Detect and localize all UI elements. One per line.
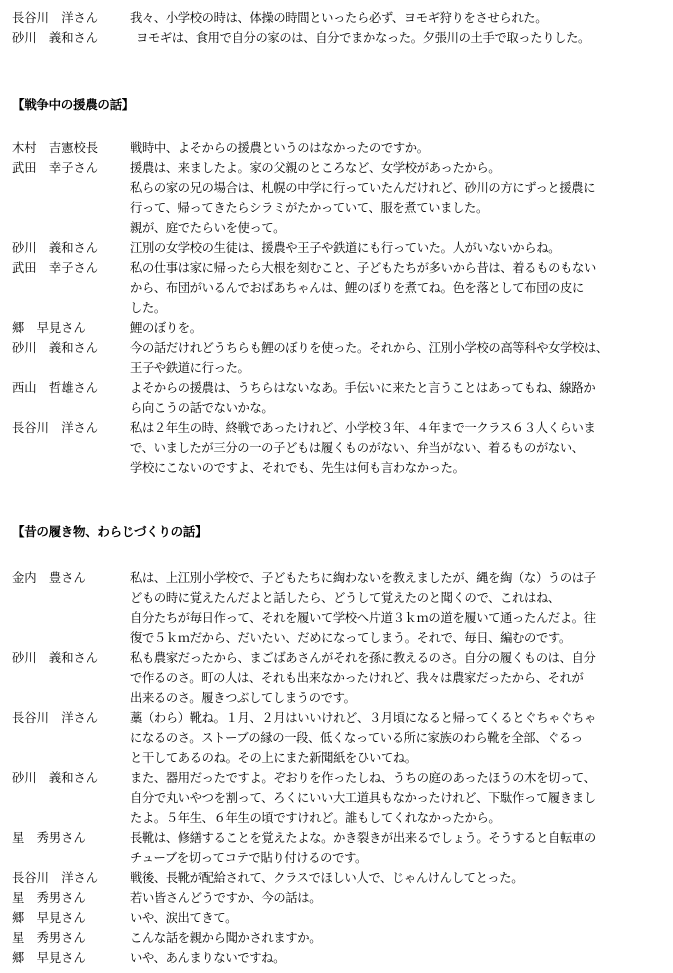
remark-line: 今の話だけれどうちらも鯉のぼりを使った。それから、江別小学校の高等科や女学校は、 [130,341,608,355]
remark-line: 援農は、来ましたよ。家の父親のところなど、女学校があったから。 [130,161,501,175]
speaker-name: 砂川 義和さん [12,771,99,785]
remark [130,158,658,238]
remark [130,338,658,378]
remark [130,138,658,158]
speaker-name: 星 秀男さん [12,831,86,845]
remark-line: 王子や鉄道に行った。 [130,361,250,375]
dialogue-row [0,158,673,238]
speaker-name: 砂川 義和さん [12,241,99,255]
remark-line: した。 [130,301,166,315]
remark-line: 自分で丸いやつを割って、ろくにいい大工道具もなかったけれど、下駄作って履きまし [130,791,596,805]
section-old-footwear [0,568,673,968]
remark [130,8,658,28]
remark-line: たよ。５年生、６年生の頃ですけれど。誰もしてくれなかったから。 [130,811,501,825]
speaker-name: 郷 早見さん [12,321,86,335]
dialogue-row [0,338,673,378]
remark-line: 私らの家の兄の場合は、札幌の中学に行っていたんだけれど、砂川の方にずっと援農に [130,181,596,195]
section-heading: 【昔の履き物、わらじづくりの話】 [12,524,208,539]
dialogue-row [0,318,673,338]
remark-line: 私も農家だったから、まごばあさんがそれを孫に教えるのさ。自分の履くものは、自分 [130,651,596,665]
speaker-name: 武田 幸子さん [12,161,99,175]
speaker-name: 郷 早見さん [12,911,86,925]
remark-line: で作るのさ。町の人は、それも出来なかったけれど、我々は農家だったから、それが [130,671,584,685]
remark [130,258,658,318]
speaker-name: 砂川 義和さん [12,341,99,355]
remark [130,948,658,968]
dialogue-row [0,568,673,648]
speaker-name: 長谷川 洋さん [12,421,99,435]
speaker-name: 砂川 義和さん [12,31,99,45]
remark-line: 藁（わら）靴ね。１月、２月はいいけれど、３月頃になると帰ってくるとぐちゃぐちゃ [130,711,596,725]
remark-line: 戦後、長靴が配給されて、クラスでほしい人で、じゃんけんしてとった。 [130,871,524,885]
remark-line: 戦時中、よそからの援農というのはなかったのですか。 [130,141,429,155]
dialogue-row [0,768,673,828]
dialogue-row [0,238,673,258]
remark-line: 長靴は、修繕することを覚えたよな。かき裂きが出来るでしょう。そうすると自転車の [130,831,596,845]
section-wartime-farm-aid [0,138,673,478]
speaker-name: 西山 哲雄さん [12,381,99,395]
dialogue-row [0,648,673,708]
speaker-name: 金内 豊さん [12,571,86,585]
remark [130,888,658,908]
speaker-name: 砂川 義和さん [12,651,99,665]
dialogue-row [0,948,673,968]
remark [130,28,658,48]
speaker-name: 郷 早見さん [12,951,86,965]
remark-line: 学校にこないのですよ、それでも、先生は何も言わなかった。 [130,461,465,475]
remark [130,418,658,478]
remark [130,378,658,418]
section-continuation [0,8,673,48]
remark-line: よそからの援農は、うちらはないなあ。手伝いに来たと言うことはあってもね、線路か [130,381,596,395]
section-heading: 【戦争中の援農の話】 [12,97,135,112]
remark-line: 私の仕事は家に帰ったら大根を刻むこと、子どもたちが多いから昔は、着るものもない [130,261,596,275]
speaker-name: 木村 吉憲校長 [12,141,99,155]
remark [130,828,658,868]
remark-line: 出来るのさ。履きつぶしてしまうのです。 [130,691,356,705]
remark-line: 鯉のぼりを。 [130,321,202,335]
remark-line: 私は２年生の時、終戦であったけれど、小学校３年、４年まで一クラス６３人くらいま [130,421,596,435]
remark-line: 行って、帰ってきたらシラミがたかっていて、服を煮ていました。 [130,201,488,215]
dialogue-row [0,258,673,318]
remark [130,908,658,928]
remark [130,648,658,708]
speaker-name: 星 秀男さん [12,891,86,905]
dialogue-row [0,28,673,48]
speaker-name: 長谷川 洋さん [12,711,99,725]
remark [130,768,658,828]
speaker-name: 武田 幸子さん [12,261,99,275]
remark-line: と干してあるのね。その上にまた新聞紙をひいてね。 [130,751,417,765]
remark-line: 私は、上江別小学校で、子どもたちに綯わないを教えましたが、縄を綯（な）うのは子 [130,571,596,585]
remark [130,868,658,888]
remark-line: 我々、小学校の時は、体操の時間といったら必ず、ヨモギ狩りをさせられた。 [130,11,548,25]
dialogue-row [0,868,673,888]
remark-line: いや、涙出てきて。 [130,911,238,925]
dialogue-row [0,908,673,928]
remark [130,318,658,338]
remark-line: になるのさ。ストーブの縁の一段、低くなっている所に家族のわら靴を全部、ぐるっ [130,731,583,745]
dialogue-row [0,8,673,28]
remark-line: こんな話を親から聞かされますか。 [130,931,322,945]
remark-line: 親が、庭でたらいを使って。 [130,221,286,235]
dialogue-row [0,888,673,908]
remark [130,928,658,948]
dialogue-row [0,928,673,948]
remark [130,708,658,768]
remark-line: 復で５ｋｍだから、だいたい、だめになってしまう。それで、毎日、編むのです。 [130,631,571,645]
remark [130,238,658,258]
remark-line: チューブを切ってコテで貼り付けるのです。 [130,851,367,865]
speaker-name: 星 秀男さん [12,931,86,945]
remark-line: また、器用だったですよ。ぞおりを作ったしね、うちの庭のあったほうの木を切って、 [130,771,596,785]
remark-line: ヨモギは、食用で自分の家のは、自分でまかなった。夕張川の土手で取ったりした。 [136,31,590,45]
remark-line: 自分たちが毎日作って、それを履いて学校へ片道３ｋｍの道を履いて通ったんだよ。往 [130,611,596,625]
speaker-name: 長谷川 洋さん [12,871,99,885]
remark [130,568,658,648]
remark-line: から、布団がいるんでおばあちゃんは、鯉のぼりを煮てね。色を落として布団の皮に [130,281,584,295]
remark-line: で、いましたが三分の一の子どもは履くものがない、弁当がない、着るものがない、 [130,441,584,455]
remark-line: どもの時に覚えたんだよと話したら、どうして覚えたのと聞くので、これはね、 [130,591,560,605]
dialogue-row [0,138,673,158]
dialogue-row [0,828,673,868]
remark-line: いや、あんまりないですね。 [130,951,286,965]
dialogue-row [0,418,673,478]
dialogue-row [0,378,673,418]
remark-line: ら向こうの話でないかな。 [130,401,274,415]
remark-line: 若い皆さんどうですか、今の話は。 [130,891,322,905]
speaker-name: 長谷川 洋さん [12,11,99,25]
remark-line: 江別の女学校の生徒は、援農や王子や鉄道にも行っていた。人がいないからね。 [130,241,561,255]
dialogue-row [0,708,673,768]
